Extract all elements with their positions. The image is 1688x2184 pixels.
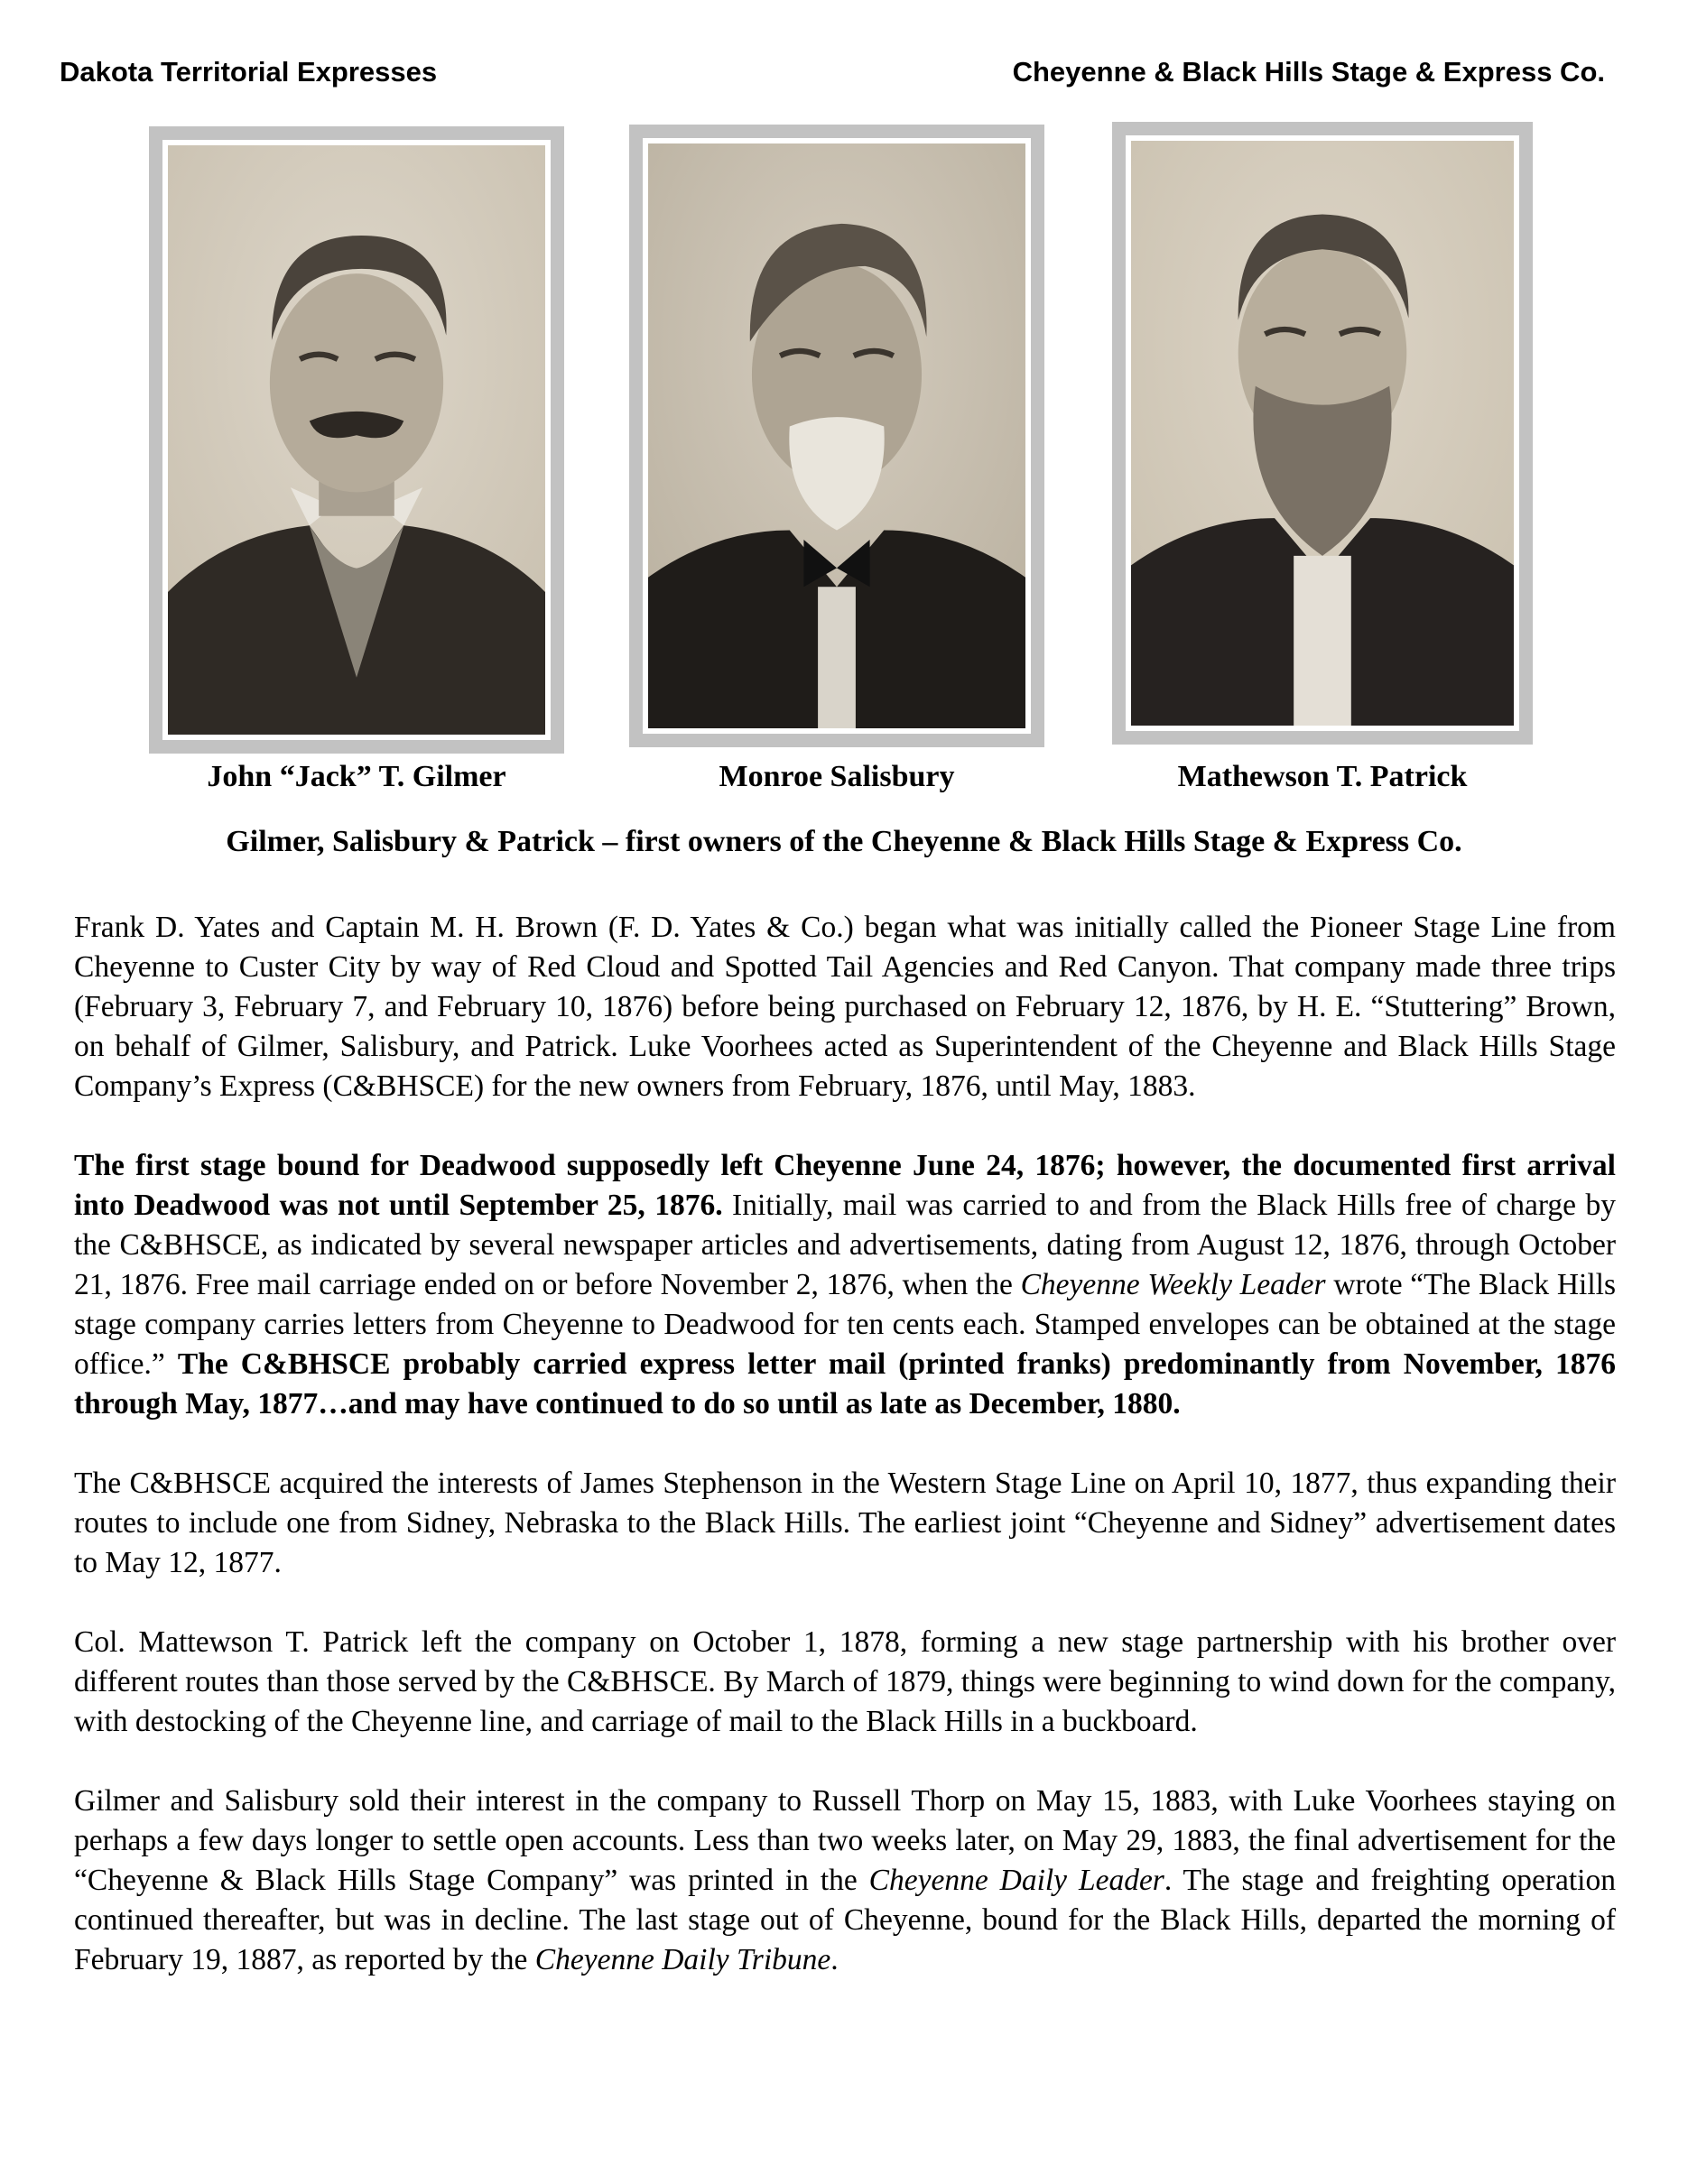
paragraph-5-publication-2: Cheyenne Daily Tribune	[534, 1943, 831, 1976]
portrait-photo-gilmer	[168, 145, 545, 735]
portrait-frame-gilmer	[149, 126, 564, 754]
paragraph-2-publication: Cheyenne Weekly Leader	[1020, 1268, 1326, 1301]
paragraph-2-text-2: wrote “The Black Hills stage company carries letters from Cheyenne to Deadwood for ten cents each. Stamped envelopes can be obtained at the stage office.”	[74, 1268, 1616, 1381]
paragraph-2-text-1: Initially, mail was carried to and from the Black Hills free of charge by the C&BHSCE, as indicated by several newspaper articles and advertisements, dating from August 12, 1876, through October 21, 1876. Free mail carriage ended on or before November 2, 1876, when the	[74, 1189, 1616, 1301]
paragraph-1: Frank D. Yates and Captain M. H. Brown (F. D. Yates & Co.) began what was initially called the Pioneer Stage Line from Cheyenne to Custer City by way of Red Cloud and Spotted Tail Agencies and Red Canyon. That company made three trips (February 3, February 7, and February 10, 1876) before being purchased on February 12, 1876, by H. E. “Stuttering” Brown, on behalf of Gilmer, Salisbury, and Patrick. Luke Voorhees acted as Superintendent of the Cheyenne and Black Hills Stage Company’s Express (C&BHSCE) for the new owners from February, 1876, until May, 1883.	[74, 911, 1616, 1103]
portrait-photo-patrick	[1131, 141, 1514, 726]
paragraph-3: The C&BHSCE acquired the interests of James Stephenson in the Western Stage Line on April 10, 1877, thus expanding their routes to include one from Sidney, Nebraska to the Black Hills. The earliest joint “Cheyenne and Sidney” advertisement dates to May 12, 1877.	[74, 1467, 1616, 1579]
running-head-left: Dakota Territorial Expresses	[60, 56, 438, 88]
paragraph-4: Col. Mattewson T. Patrick left the company on October 1, 1878, forming a new stage partnership with his brother over different routes than those served by the C&BHSCE. By March of 1879, things were beginning to wind down for the company, with destocking of the Cheyenne line, and carriage of mail to the Black Hills in a buckboard.	[74, 1625, 1616, 1738]
body-text	[74, 908, 1616, 1980]
portrait-frame-patrick	[1112, 122, 1533, 745]
paragraph-2-bold-tail: The C&BHSCE probably carried express letter mail (printed franks) predominantly from November, 1876 through May, 1877…and may have continued to do so until as late as December, 1880.	[74, 1347, 1616, 1421]
paragraph-2-bold-lead: The first stage bound for Deadwood supposedly left Cheyenne June 24, 1876; however, the documented first arrival into Deadwood was not until September 25, 1876.	[74, 1149, 1616, 1222]
caption-gilmer: John “Jack” T. Gilmer	[207, 760, 506, 793]
portrait-photo-salisbury	[648, 143, 1025, 728]
paragraph-5-text-3: .	[830, 1943, 839, 1976]
paragraph-5-text-2: . The stage and freighting operation continued thereafter, but was in decline. The last stage out of Cheyenne, bound for the Black Hills, departed the morning of February 19, 1887, as reported by the	[74, 1864, 1616, 1976]
group-caption: Gilmer, Salisbury & Patrick – first owners of the Cheyenne & Black Hills Stage & Express Co.	[226, 825, 1462, 858]
paragraph-5	[74, 1781, 1616, 1980]
running-head-right: Cheyenne & Black Hills Stage & Express Co.	[1012, 56, 1605, 88]
portrait-frame-salisbury	[629, 125, 1044, 747]
paragraph-5-text-1: Gilmer and Salisbury sold their interest in the company to Russell Thorp on May 15, 1883, with Luke Voorhees staying on perhaps a few days longer to settle open accounts. Less than two weeks later, on May 29, 1883, the final advertisement for the “Cheyenne & Black Hills Stage Company” was printed in the	[74, 1784, 1616, 1897]
paragraph-5-publication-1: Cheyenne Daily Leader	[868, 1864, 1164, 1897]
paragraph-2	[74, 1146, 1616, 1424]
caption-patrick: Mathewson T. Patrick	[1177, 760, 1468, 793]
caption-salisbury: Monroe Salisbury	[719, 760, 955, 793]
